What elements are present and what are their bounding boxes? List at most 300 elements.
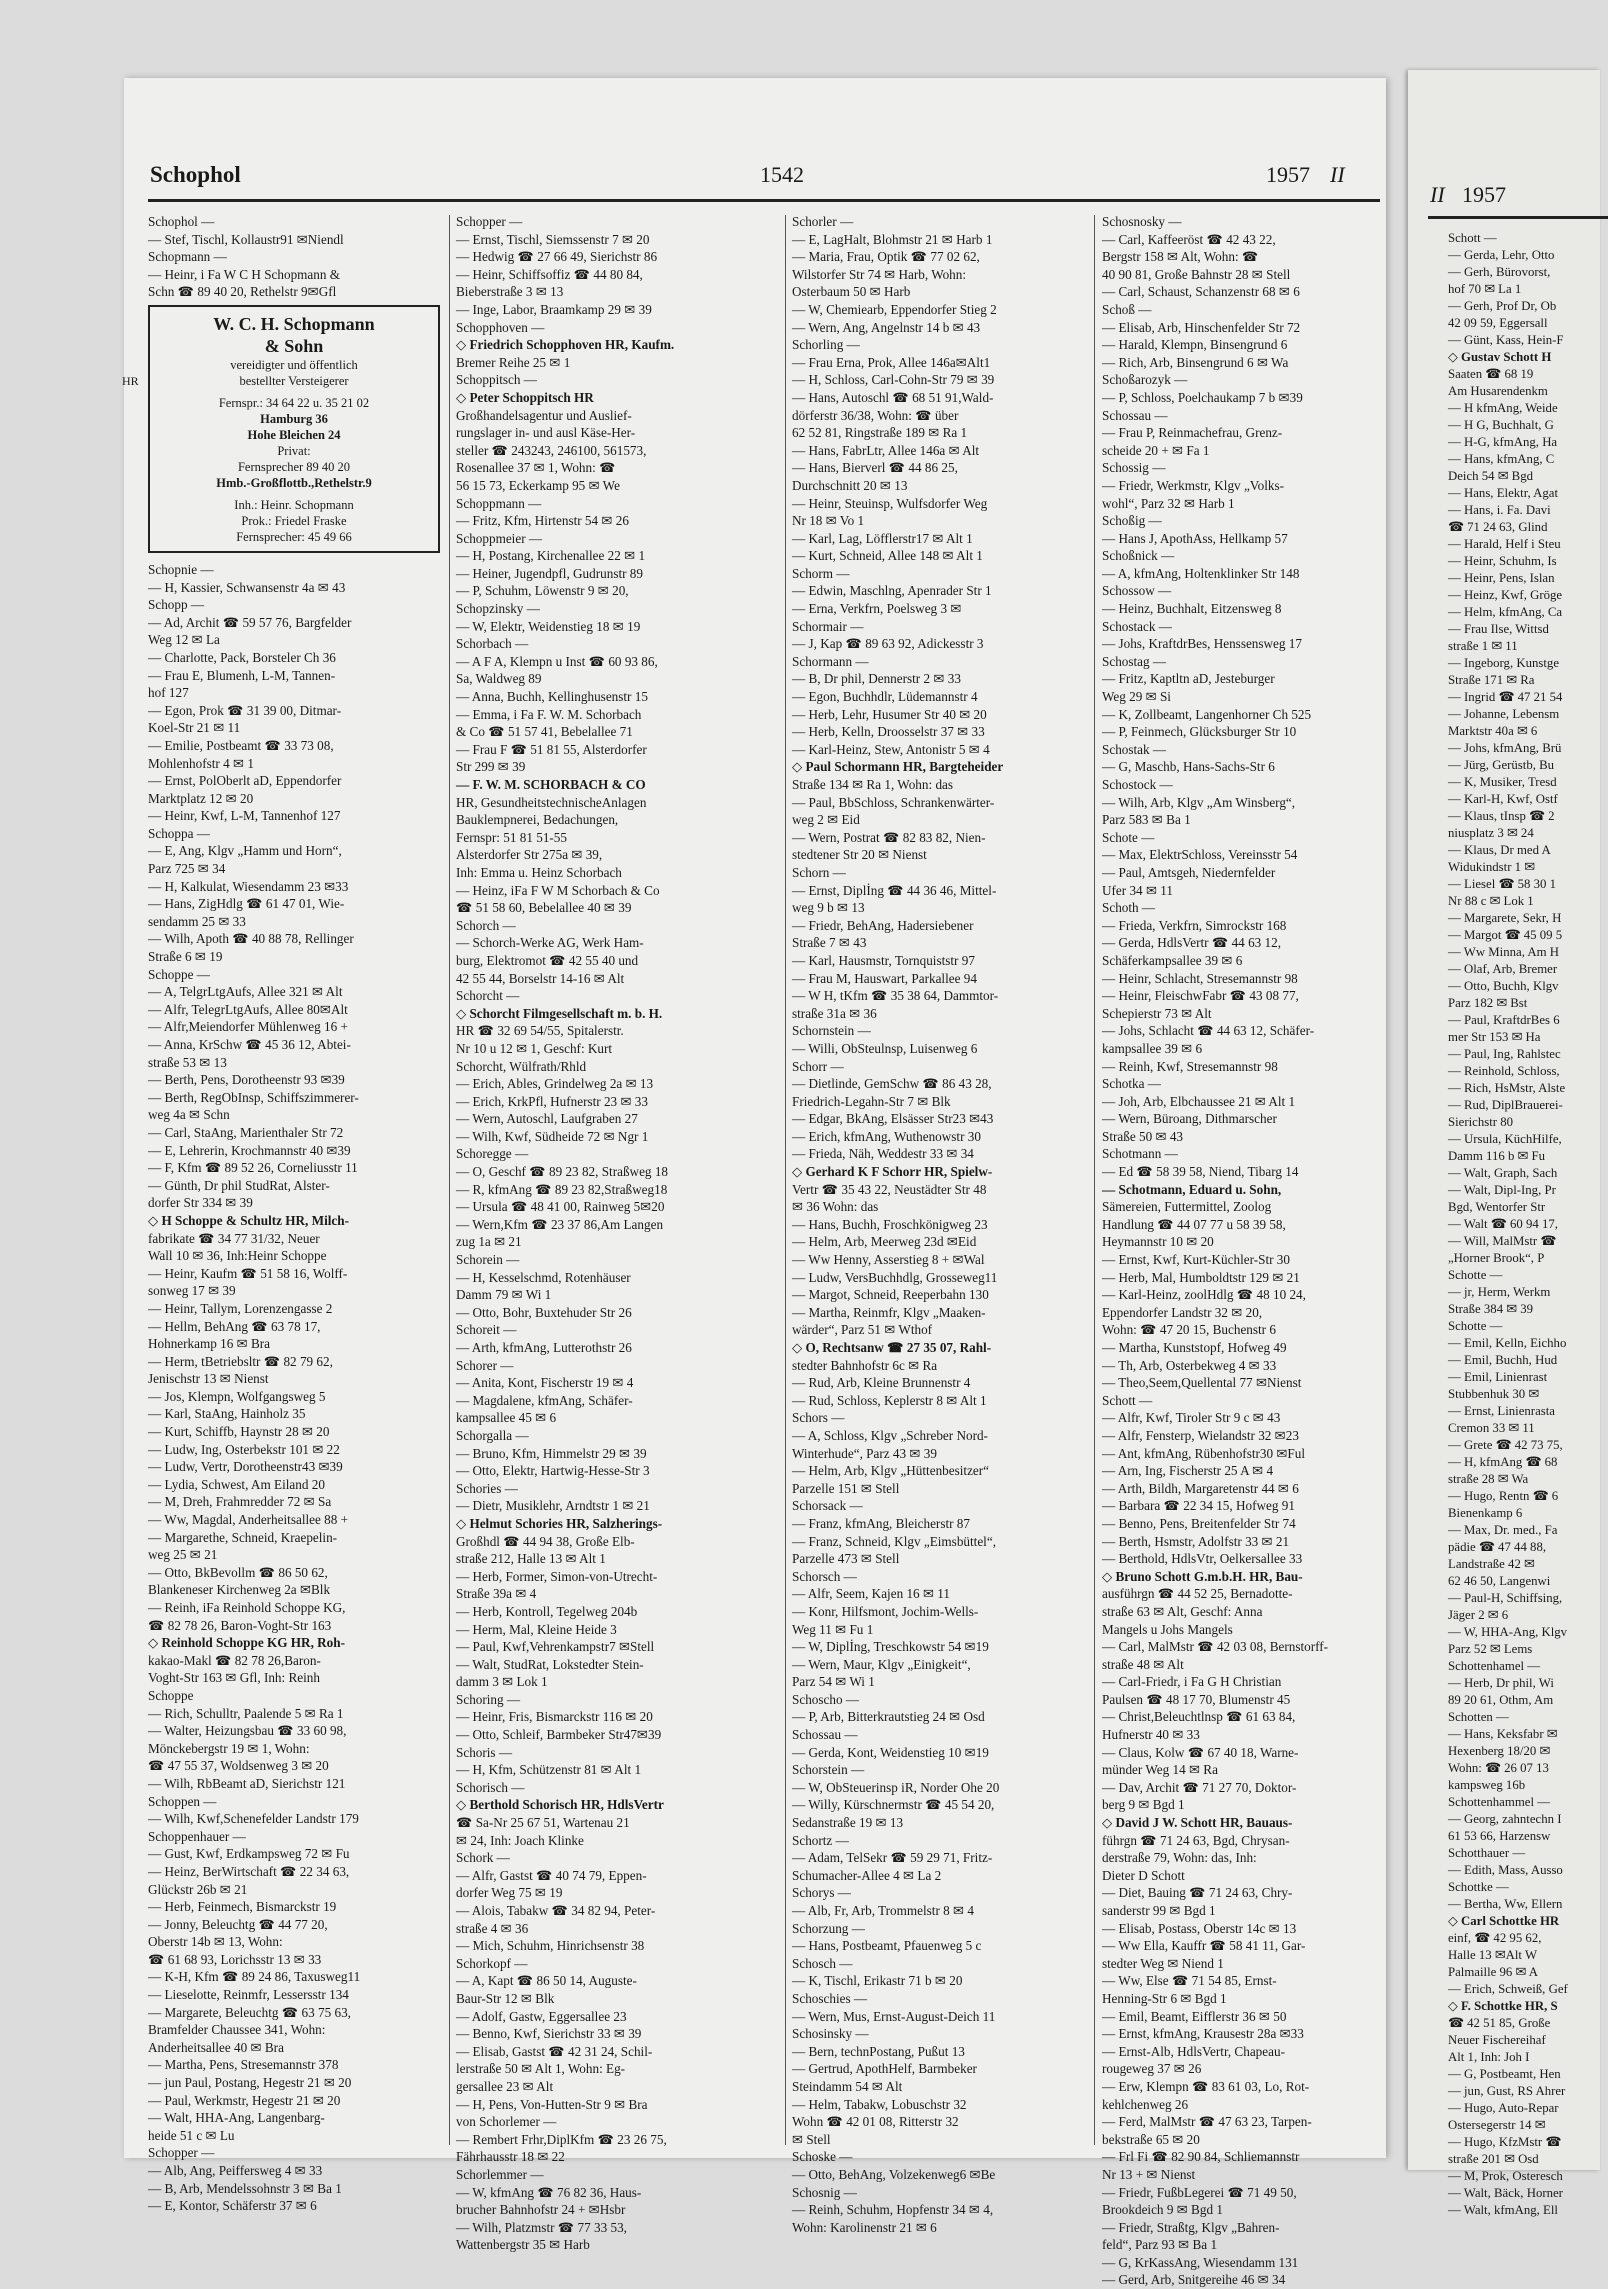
surname-heading: Schosch — xyxy=(792,1955,853,1971)
directory-entry: Marktplatz 12 ✉ 20 xyxy=(148,790,254,806)
directory-entry: wohl“, Parz 32 ✉ Harb 1 xyxy=(1102,495,1235,511)
surname-heading: Schosinsky — xyxy=(792,2026,869,2042)
directory-entry: — Ernst, Tischl, Siemssenstr 7 ✉ 20 xyxy=(456,231,650,247)
directory-entry: Steindamm 54 ✉ Alt xyxy=(792,2078,903,2094)
directory-entry: — Otto, Buchh, Klgv xyxy=(1448,979,1559,993)
directory-entry: — Helm, Arb, Klgv „Hüttenbesitzer“ xyxy=(792,1463,990,1479)
directory-entry: — Hellm, BehAng ☎ 63 78 17, xyxy=(148,1318,321,1334)
directory-entry: — Hans, ZigHdlg ☎ 61 47 01, Wie- xyxy=(148,896,345,912)
surname-heading: Schoppe — xyxy=(148,966,210,982)
directory-entry: — Frieda, Näh, Weddestr 33 ✉ 34 xyxy=(792,1146,974,1162)
surname-heading: Schoring — xyxy=(456,1691,521,1707)
directory-entry: — Walt, kfmAng, Ell xyxy=(1448,2203,1558,2217)
directory-entry: — Hans, Postbeamt, Pfauenweg 5 c xyxy=(792,1938,982,1954)
directory-entry: — Joh, Arb, Elbchaussee 21 ✉ Alt 1 xyxy=(1102,1093,1296,1109)
directory-entry: — Ludw, Ing, Osterbekstr 101 ✉ 22 xyxy=(148,1441,340,1457)
directory-entry: — A, Schloss, Klgv „Schreber Nord- xyxy=(792,1427,988,1443)
directory-entry: — Johanne, Lebensm xyxy=(1448,707,1560,721)
directory-entry: Sämereien, Futtermittel, Zoolog xyxy=(1102,1199,1272,1215)
directory-entry: — Günth, Dr phil StudRat, Alster- xyxy=(148,1177,330,1193)
directory-entry: — Carl, MalMstr ☎ 42 03 08, Bernstorff- xyxy=(1102,1639,1329,1655)
directory-entry: — Emilie, Postbeamt ☎ 33 73 08, xyxy=(148,737,334,753)
directory-entry: — Ursula ☎ 48 41 00, Rainweg 5✉20 xyxy=(456,1199,665,1215)
surname-heading: Schorch — xyxy=(456,917,516,933)
ad-street: Hohe Bleichen 24 xyxy=(247,427,341,442)
directory-entry: Bauklempnerei, Bedachungen, xyxy=(456,812,619,828)
directory-entry: — Dav, Archit ☎ 71 27 70, Doktor- xyxy=(1102,1779,1297,1795)
directory-entry: — Wilh, Kwf,Schenefelder Landstr 179 xyxy=(148,1811,359,1827)
directory-entry: — Ww Minna, Am H xyxy=(1448,945,1560,959)
directory-entry: — Carl-Friedr, i Fa G H Christian xyxy=(1102,1674,1282,1690)
directory-entry: — Konr, Hilfsmont, Jochim-Wells- xyxy=(792,1603,979,1619)
directory-entry: — G, Maschb, Hans-Sachs-Str 6 xyxy=(1102,759,1275,775)
directory-entry: — Frau Ilse, Wittsd xyxy=(1448,622,1549,636)
directory-entry: Straße 171 ✉ Ra xyxy=(1448,673,1535,687)
directory-entry: — Liesel ☎ 58 30 1 xyxy=(1448,877,1556,891)
directory-entry: — Gerda, Kont, Weidenstieg 10 ✉19 xyxy=(792,1744,989,1760)
directory-entry: — Margot ☎ 45 09 5 xyxy=(1448,928,1563,942)
directory-entry: — Walt, Dipl-Ing, Pr xyxy=(1448,1183,1556,1197)
directory-entry: — Reinh, Kwf, Stresemannstr 98 xyxy=(1102,1058,1278,1074)
directory-page xyxy=(122,78,1386,2288)
directory-entry: — Gerh, Bürovorst, xyxy=(1448,265,1551,279)
directory-entry: — Ludw, Vertr, Dorotheenstr43 ✉39 xyxy=(148,1459,343,1475)
directory-entry: Fährhausstr 18 ✉ 22 xyxy=(456,2149,565,2165)
surname-heading: Schortz — xyxy=(792,1832,849,1848)
directory-entry: — Elisab, Postass, Oberstr 14c ✉ 13 xyxy=(1102,1920,1297,1936)
directory-entry: Weg 29 ✉ Si xyxy=(1102,689,1171,705)
surname-heading: Schoris — xyxy=(456,1744,513,1760)
directory-entry: — Carl, Schaust, Schanzenstr 68 ✉ 6 xyxy=(1102,284,1300,300)
directory-entry: Straße 50 ✉ 43 xyxy=(1102,1128,1184,1144)
directory-entry: — K-H, Kfm ☎ 89 24 86, Taxusweg11 xyxy=(148,1969,361,1985)
surname-heading: Schoppenhauer — xyxy=(148,1828,246,1844)
directory-entry: — E, LagHalt, Blohmstr 21 ✉ Harb 1 xyxy=(792,231,993,247)
directory-entry: — Johs, KraftdrBes, Henssensweg 17 xyxy=(1102,636,1302,652)
directory-entry: pädie ☎ 47 44 88, xyxy=(1448,1540,1547,1554)
directory-entry: straße 48 ✉ Alt xyxy=(1102,1656,1184,1672)
directory-entry: — Franz, Schneid, Klgv „Eimsbüttel“, xyxy=(792,1533,997,1549)
directory-entry: Großhdl ☎ 44 94 38, Große Elb- xyxy=(456,1533,635,1549)
directory-entry: — Gerda, HdlsVertr ☎ 44 63 12, xyxy=(1102,935,1282,951)
directory-entry: — Dietlinde, GemSchw ☎ 86 43 28, xyxy=(792,1076,992,1092)
column-1 xyxy=(148,213,444,2214)
directory-entry: — Georg, zahntechn I xyxy=(1448,1812,1562,1826)
directory-entry: — W, Elektr, Weidenstieg 18 ✉ 19 xyxy=(456,618,641,634)
directory-entry: — Alfr, Fensterp, Wielandstr 32 ✉23 xyxy=(1102,1427,1299,1443)
directory-entry: — Walt, Graph, Sach xyxy=(1448,1166,1558,1180)
surname-heading: Schosnosky — xyxy=(1102,214,1182,229)
adjacent-column xyxy=(1448,230,1608,2220)
directory-entry: — K, Musiker, Tresd xyxy=(1448,775,1557,789)
surname-heading: Schoppen — xyxy=(148,1793,217,1809)
directory-entry: — Wern, Autoschl, Laufgraben 27 xyxy=(456,1111,638,1127)
directory-entry: — H, Kalkulat, Wiesendamm 23 ✉33 xyxy=(148,878,349,894)
directory-entry: — Erna, Verkfrn, Poelsweg 3 ✉ xyxy=(792,601,962,617)
directory-entry: — Heinr, Schiffsoffiz ☎ 44 80 84, xyxy=(456,266,643,282)
directory-entry: — Erich, KrkPfl, Hufnerstr 23 ✉ 33 xyxy=(456,1093,648,1109)
directory-entry: — Ingrid ☎ 47 21 54 xyxy=(1448,690,1563,704)
directory-entry: — Rud, Arb, Kleine Brunnenstr 4 xyxy=(792,1375,971,1391)
directory-entry: Hexenberg 18/20 ✉ xyxy=(1448,1744,1551,1758)
directory-entry: mer Str 153 ✉ Ha xyxy=(1448,1030,1541,1044)
directory-entry: zug 1a ✉ 21 xyxy=(456,1234,522,1250)
ad-line: Inh.: Heinr. Schopmann xyxy=(234,497,354,512)
directory-entry: — J, Kap ☎ 89 63 92, Adickesstr 3 xyxy=(792,636,984,652)
surname-heading: Schottenhammel — xyxy=(1448,1795,1551,1809)
directory-entry: Mangels u Johs Mangels xyxy=(1102,1621,1233,1637)
directory-entry: — Wilh, Platzmstr ☎ 77 33 53, xyxy=(456,2219,627,2235)
directory-entry: ◇ F. Schottke HR, S xyxy=(1448,1999,1558,2013)
directory-entry: — Hugo, Auto-Repar xyxy=(1448,2101,1559,2115)
surname-heading: Schotte — xyxy=(1448,1268,1503,1282)
directory-entry: Osterbaum 50 ✉ Harb xyxy=(792,284,911,300)
directory-entry: — Harald, Klempn, Binsengrund 6 xyxy=(1102,337,1288,353)
directory-entry: 61 53 66, Harzensw xyxy=(1448,1829,1551,1843)
directory-entry: — Wilh, RbBeamt aD, Sierichstr 121 xyxy=(148,1775,346,1791)
directory-entry: Dieter D Schott xyxy=(1102,1867,1185,1883)
surname-heading: Schossow — xyxy=(1102,583,1172,599)
directory-entry: — Otto, Bohr, Buxtehuder Str 26 xyxy=(456,1304,632,1320)
directory-entry: — Heinr, Schuhm, Is xyxy=(1448,554,1557,568)
directory-entry: Friedrich-Legahn-Str 7 ✉ Blk xyxy=(792,1093,951,1109)
directory-entry: Parz 54 ✉ Wi 1 xyxy=(792,1674,875,1690)
directory-entry: — Heinz, Kwf, Gröge xyxy=(1448,588,1563,602)
directory-entry: — Edwin, Maschlng, Apenrader Str 1 xyxy=(792,583,992,599)
surname-heading: Schossig — xyxy=(1102,460,1166,476)
directory-entry: ☎ 82 78 26, Baron-Voght-Str 163 xyxy=(148,1617,332,1633)
directory-entry: Durchschnitt 20 ✉ 13 xyxy=(792,477,908,493)
directory-entry: — Gerda, Lehr, Otto xyxy=(1448,248,1555,262)
directory-entry: ✉ 36 Wohn: das xyxy=(792,1199,879,1215)
directory-entry: derstraße 79, Wohn: das, Inh: xyxy=(1102,1850,1257,1866)
directory-entry: — Reinhold, Schloss, xyxy=(1448,1064,1560,1078)
directory-entry: — Walt, StudRat, Lokstedter Stein- xyxy=(456,1656,644,1672)
directory-entry: sendamm 25 ✉ 33 xyxy=(148,913,246,929)
directory-entry: Baur-Str 12 ✉ Blk xyxy=(456,1990,555,2006)
surname-heading: Schoreit — xyxy=(456,1322,517,1338)
directory-entry: Bremer Reihe 25 ✉ 1 xyxy=(456,354,571,370)
directory-entry: Schäferkampsallee 39 ✉ 6 xyxy=(1102,952,1243,968)
directory-entry: Parzelle 473 ✉ Stell xyxy=(792,1551,900,1567)
directory-entry: 89 20 61, Othm, Am xyxy=(1448,1693,1554,1707)
directory-entry: — Ww Ella, Kauffr ☎ 58 41 11, Gar- xyxy=(1102,1938,1306,1954)
directory-entry: — Kurt, Schneid, Allee 148 ✉ Alt 1 xyxy=(792,548,983,564)
directory-entry: Damm 116 b ✉ Fu xyxy=(1448,1149,1545,1163)
directory-entry: — E, Kontor, Schäferstr 37 ✉ 6 xyxy=(148,2198,317,2214)
running-head-year: 1957 xyxy=(1266,162,1310,187)
directory-entry: Alsterdorfer Str 275a ✉ 39, xyxy=(456,847,603,863)
directory-entry: — Elisab, Arb, Hinschenfelder Str 72 xyxy=(1102,319,1301,335)
directory-entry: — Herb, Former, Simon-von-Utrecht- xyxy=(456,1568,658,1584)
surname-heading: Schories — xyxy=(456,1480,518,1496)
directory-entry: — Emil, Buchh, Hud xyxy=(1448,1353,1558,1367)
directory-entry: — Frl Fi ☎ 82 90 84, Schliemannstr xyxy=(1102,2149,1300,2165)
directory-entry: — Inge, Labor, Braamkamp 29 ✉ 39 xyxy=(456,301,652,317)
directory-entry: — Margarete, Beleuchtg ☎ 63 75 63, xyxy=(148,2004,351,2020)
surname-heading: Schormann — xyxy=(792,653,869,669)
directory-entry: — Alfr,Meiendorfer Mühlenweg 16 + xyxy=(148,1019,348,1035)
directory-entry: — Otto, BkBevollm ☎ 86 50 62, xyxy=(148,1564,328,1580)
directory-entry: — Karl-H, Kwf, Ostf xyxy=(1448,792,1558,806)
directory-entry: Alt 1, Inh: Joh I xyxy=(1448,2050,1530,2064)
directory-entry: — Ernst, Kwf, Kurt-Küchler-Str 30 xyxy=(1102,1252,1290,1268)
directory-entry: Schepierstr 73 ✉ Alt xyxy=(1102,1005,1212,1021)
surname-heading: Schoske — xyxy=(792,2149,853,2165)
directory-entry: — Ww, Magdal, Anderheitsallee 88 + xyxy=(148,1512,349,1528)
directory-entry: — Johs, Schlacht ☎ 44 63 12, Schäfer- xyxy=(1102,1023,1315,1039)
directory-entry: — Grete ☎ 42 73 75, xyxy=(1448,1438,1563,1452)
directory-entry: Weg 12 ✉ La xyxy=(148,632,220,648)
directory-entry: — E, Lehrerin, Krochmannstr 40 ✉39 xyxy=(148,1142,351,1158)
ad-line: bestellter Versteigerer xyxy=(239,373,349,388)
directory-entry: — Fritz, Kaptltn aD, Jesteburger xyxy=(1102,671,1275,687)
column-2 xyxy=(456,213,782,2253)
directory-entry: — Hans, Autoschl ☎ 68 51 91,Wald- xyxy=(792,389,994,405)
directory-entry: 62 52 81, Ringstraße 189 ✉ Ra 1 xyxy=(792,425,968,441)
directory-entry: Deich 54 ✉ Bgd xyxy=(1448,469,1534,483)
directory-entry: Eppendorfer Landstr 32 ✉ 20, xyxy=(1102,1304,1263,1320)
surname-heading: Schopphoven — xyxy=(456,319,545,335)
adjacent-year: 1957 xyxy=(1462,182,1506,207)
directory-entry: — Ww Henny, Asserstieg 8 + ✉Wal xyxy=(792,1252,985,1268)
surname-heading: Schopzinsky — xyxy=(456,601,540,617)
directory-entry: — Heinr, i Fa W C H Schopmann & xyxy=(148,266,341,282)
directory-entry: — Ernst, PolOberlt aD, Eppendorfer xyxy=(148,773,342,789)
directory-entry: — Hans, kfmAng, C xyxy=(1448,452,1555,466)
directory-entry: — Schotmann, Eduard u. Sohn, xyxy=(1102,1181,1282,1197)
directory-entry: hof 70 ✉ La 1 xyxy=(1448,282,1522,296)
directory-entry: — H, kfmAng ☎ 68 xyxy=(1448,1455,1558,1469)
directory-entry: feld“, Parz 93 ✉ Ba 1 xyxy=(1102,2237,1218,2253)
directory-entry: — Benno, Kwf, Sierichstr 33 ✉ 39 xyxy=(456,2026,642,2042)
surname-heading: Schosnig — xyxy=(792,2184,857,2200)
directory-entry: Stubbenhuk 30 ✉ xyxy=(1448,1387,1540,1401)
directory-entry: — Gerh, Prof Dr, Ob xyxy=(1448,299,1557,313)
directory-entry: — Paul-H, Schiffsing, xyxy=(1448,1591,1563,1605)
directory-entry: — Benno, Pens, Breitenfelder Str 74 xyxy=(1102,1515,1296,1531)
directory-entry: — Kurt, Schiffb, Haynstr 28 ✉ 20 xyxy=(148,1424,330,1440)
directory-entry: Mohlenhofstr 4 ✉ 1 xyxy=(148,755,254,771)
directory-entry: — Will, MalMstr ☎ xyxy=(1448,1234,1557,1248)
directory-entry: HR ☎ 32 69 54/55, Spitalerstr. xyxy=(456,1023,624,1039)
surname-heading: Schott — xyxy=(1102,1392,1153,1408)
directory-entry: — H, Kesselschmd, Rotenhäuser xyxy=(456,1269,631,1285)
directory-entry: Parz 182 ✉ Bst xyxy=(1448,996,1528,1010)
directory-entry: Parz 583 ✉ Ba 1 xyxy=(1102,812,1191,828)
directory-entry: — Hugo, Rentn ☎ 6 xyxy=(1448,1489,1559,1503)
directory-entry: hof 127 xyxy=(148,685,189,701)
directory-entry: ausführgn ☎ 44 52 25, Bernadotte- xyxy=(1102,1586,1293,1602)
directory-entry: — Schorch-Werke AG, Werk Ham- xyxy=(456,935,644,951)
directory-entry: Wall 10 ✉ 36, Inh:Heinr Schoppe xyxy=(148,1248,327,1264)
directory-entry: — Alfr, Gastst ☎ 40 74 79, Eppen- xyxy=(456,1867,647,1883)
directory-entry: — Hans, Keksfabr ✉ xyxy=(1448,1727,1558,1741)
directory-entry: — Emma, i Fa F. W. M. Schorbach xyxy=(456,706,642,722)
surname-heading: von Schorlemer — xyxy=(456,2114,557,2130)
directory-entry: straße 201 ✉ Osd xyxy=(1448,2152,1539,2166)
directory-entry: scheide 20 + ✉ Fa 1 xyxy=(1102,442,1210,458)
directory-entry: — K, Zollbeamt, Langenhorner Ch 525 xyxy=(1102,706,1312,722)
directory-entry: — Berth, Pens, Dorotheenstr 93 ✉39 xyxy=(148,1072,345,1088)
ad-title-2: & Sohn xyxy=(264,335,324,356)
directory-entry: Brookdeich 9 ✉ Bgd 1 xyxy=(1102,2202,1223,2218)
directory-entry: — B, Dr phil, Dennerstr 2 ✉ 33 xyxy=(792,671,961,687)
directory-entry: Vertr ☎ 35 43 22, Neustädter Str 48 xyxy=(792,1181,987,1197)
surname-heading: Schorler — xyxy=(792,214,854,229)
directory-entry: Fernspr: 51 81 51-55 xyxy=(456,829,567,845)
directory-entry: Bramfelder Chaussee 341, Wohn: xyxy=(148,2022,326,2038)
directory-entry: — M, Dreh, Frahmredder 72 ✉ Sa xyxy=(148,1494,332,1510)
directory-entry: — Ursula, KüchHilfe, xyxy=(1448,1132,1562,1146)
ad-line: Prok.: Friedel Fraske xyxy=(241,513,347,528)
directory-entry: — Walt ☎ 60 94 17, xyxy=(1448,1217,1558,1231)
column-3 xyxy=(792,213,1092,2235)
directory-entry: — Helm, Arb, Meerweg 23d ✉Eid xyxy=(792,1234,977,1250)
directory-entry: — Rud, DiplBrauerei- xyxy=(1448,1098,1563,1112)
directory-entry: — Dietr, Musiklehr, Arndtstr 1 ✉ 21 xyxy=(456,1498,650,1514)
directory-entry: — Willy, Kürschnermstr ☎ 45 54 20, xyxy=(792,1797,995,1813)
surname-heading: Schoregge — xyxy=(456,1146,529,1162)
directory-entry: — Erich, Schweiß, Gef xyxy=(1448,1982,1568,1996)
surname-heading: Schorsack — xyxy=(792,1498,863,1514)
directory-entry: — jr, Herm, Werkm xyxy=(1448,1285,1551,1299)
directory-entry: — Ernst, kfmAng, Krausestr 28a ✉33 xyxy=(1102,2026,1304,2042)
directory-entry: — H, Kfm, Schützenstr 81 ✉ Alt 1 xyxy=(456,1762,642,1778)
directory-entry: — P, Feinmech, Glücksburger Str 10 xyxy=(1102,724,1297,740)
directory-entry: — Willi, ObSteulnsp, Luisenweg 6 xyxy=(792,1040,978,1056)
directory-entry: Weg 11 ✉ Fu 1 xyxy=(792,1621,874,1637)
ad-title-1: W. C. H. Schopmann xyxy=(213,313,375,334)
directory-entry: — A, Kapt ☎ 86 50 14, Auguste- xyxy=(456,1973,637,1989)
directory-entry: — Ad, Archit ☎ 59 57 76, Bargfelder xyxy=(148,614,352,630)
surname-heading: Schork — xyxy=(456,1850,510,1866)
directory-entry: Schn ☎ 89 40 20, Rethelstr 9✉Gfl xyxy=(148,284,337,300)
directory-entry: HR, GesundheitstechnischeAnlagen xyxy=(456,794,647,810)
directory-entry: Palmaille 96 ✉ A xyxy=(1448,1965,1538,1979)
directory-entry: — Herb, Mal, Humboldtstr 129 ✉ 21 xyxy=(1102,1269,1300,1285)
directory-entry: — Klaus, tInsp ☎ 2 xyxy=(1448,809,1555,823)
surname-heading: Schoppmeier — xyxy=(456,530,543,546)
directory-entry: — Edith, Mass, Ausso xyxy=(1448,1863,1563,1877)
directory-entry: heide 51 c ✉ Lu xyxy=(148,2127,235,2143)
directory-entry: — Walt, HHA-Ang, Langenbarg- xyxy=(148,2110,325,2126)
directory-entry: — Gerd, Arb, Snitgereihe 46 ✉ 34 xyxy=(1102,2272,1286,2288)
directory-entry: — Friedr, Werkmstr, Klgv „Volks- xyxy=(1102,477,1285,493)
directory-entry: Am Husarendenkm xyxy=(1448,384,1548,398)
surname-heading: Schorgalla — xyxy=(456,1427,529,1443)
directory-entry: Halle 13 ✉Alt W xyxy=(1448,1948,1538,1962)
directory-entry: — O, Geschf ☎ 89 23 82, Straßweg 18 xyxy=(456,1164,669,1180)
directory-entry: „Horner Brook“, P xyxy=(1448,1251,1545,1265)
directory-entry: — Herb, Lehr, Husumer Str 40 ✉ 20 xyxy=(792,706,987,722)
directory-entry: Ostersegerstr 14 ✉ xyxy=(1448,2118,1546,2132)
directory-entry: kampsallee 45 ✉ 6 xyxy=(456,1410,557,1426)
surname-heading: Schoßig — xyxy=(1102,513,1162,529)
directory-entry: — Martha, Kunststopf, Hofweg 49 xyxy=(1102,1340,1287,1355)
directory-entry: — Ingeborg, Kunstge xyxy=(1448,656,1560,670)
directory-entry: ◇ Berthold Schorisch HR, HdlsVertr xyxy=(456,1797,664,1813)
directory-entry: — Heinr, FleischwFabr ☎ 43 08 77, xyxy=(1102,988,1299,1004)
directory-entry: — H G, Buchhalt, G xyxy=(1448,418,1554,432)
directory-entry: Bergstr 158 ✉ Alt, Wohn: ☎ xyxy=(1102,249,1259,265)
directory-entry: — Hugo, KfzMstr ☎ xyxy=(1448,2135,1562,2149)
directory-entry: — W, kfmAng ☎ 76 82 36, Haus- xyxy=(456,2184,642,2200)
directory-entry: — F, Kfm ☎ 89 52 26, Corneliusstr 11 xyxy=(148,1160,358,1176)
directory-entry: ☎ 42 51 85, Große xyxy=(1448,2016,1551,2030)
directory-entry: — Heinr, Schlacht, Stresemannstr 98 xyxy=(1102,970,1298,986)
directory-entry: — Karl-Heinz, zoolHdlg ☎ 48 10 24, xyxy=(1102,1287,1306,1303)
directory-entry: weg 2 ✉ Eid xyxy=(792,812,860,828)
directory-entry: weg 25 ✉ 21 xyxy=(148,1547,218,1563)
directory-entry: ☎ Sa-Nr 25 67 51, Wartenau 21 xyxy=(456,1815,630,1831)
surname-heading: Schorzung — xyxy=(792,1920,865,1936)
ad-line: Fernsprecher: 45 49 66 xyxy=(236,529,352,544)
directory-entry: — Elisab, Gastst ☎ 42 31 24, Schil- xyxy=(456,2043,653,2059)
directory-entry: — Paul, Amtsgeh, Niedernfelder xyxy=(1102,864,1276,880)
surname-heading: Schorcht — xyxy=(456,988,520,1004)
directory-entry: — Herm, Mal, Kleine Heide 3 xyxy=(456,1621,617,1637)
directory-entry: — Ferd, MalMstr ☎ 47 63 23, Tarpen- xyxy=(1102,2114,1312,2130)
directory-entry: Widukindstr 1 ✉ xyxy=(1448,860,1535,874)
directory-entry: Neuer Fischereihaf xyxy=(1448,2033,1546,2047)
running-head-name: Schophol xyxy=(150,162,241,187)
directory-entry: Ufer 34 ✉ 11 xyxy=(1102,882,1173,898)
directory-entry: Straße 384 ✉ 39 xyxy=(1448,1302,1534,1316)
directory-entry: straße 1 ✉ 11 xyxy=(1448,639,1518,653)
directory-entry: — Rud, Schloss, Keplerstr 8 ✉ Alt 1 xyxy=(792,1392,987,1408)
directory-entry: Nr 10 u 12 ✉ 1, Geschf: Kurt xyxy=(456,1040,613,1056)
directory-entry: — Ww, Else ☎ 71 54 85, Ernst- xyxy=(1102,1973,1277,1989)
directory-entry: — Anita, Kont, Fischerstr 19 ✉ 4 xyxy=(456,1375,634,1391)
directory-entry: Inh: Emma u. Heinz Schorbach xyxy=(456,864,622,880)
surname-heading: Schorer — xyxy=(456,1357,514,1373)
directory-entry: — Fritz, Kfm, Hirtenstr 54 ✉ 26 xyxy=(456,513,629,529)
directory-entry: — R, kfmAng ☎ 89 23 82,Straßweg18 xyxy=(456,1181,668,1197)
surname-heading: Schotthauer — xyxy=(1448,1846,1526,1860)
directory-entry: — Frau P, Reinmachefrau, Grenz- xyxy=(1102,425,1283,441)
directory-entry: — Otto, Schleif, Barmbeker Str47✉39 xyxy=(456,1727,662,1743)
directory-entry: ☎ 61 68 93, Lorichsstr 13 ✉ 33 xyxy=(148,1951,322,1967)
directory-entry: — Berth, Hsmstr, Adolfstr 33 ✉ 21 xyxy=(1102,1533,1290,1549)
directory-entry: Straße 7 ✉ 43 xyxy=(792,935,867,951)
directory-entry: — Egon, Prok ☎ 31 39 00, Ditmar- xyxy=(148,702,342,718)
directory-entry: Nr 13 + ✉ Nienst xyxy=(1102,2166,1196,2182)
directory-entry: ✉ Stell xyxy=(792,2131,831,2147)
directory-entry: — H, Pens, Von-Hutten-Str 9 ✉ Bra xyxy=(456,2096,648,2112)
directory-entry: kampsweg 16b xyxy=(1448,1778,1526,1792)
directory-entry: — Frau F ☎ 51 81 55, Alsterdorfer xyxy=(456,741,647,757)
directory-entry: — Rich, Schulltr, Paalende 5 ✉ Ra 1 xyxy=(148,1705,344,1721)
surname-heading: Schorn — xyxy=(792,864,846,880)
directory-entry: — Barbara ☎ 22 34 15, Hofweg 91 xyxy=(1102,1498,1295,1514)
directory-entry: — A F A, Klempn u Inst ☎ 60 93 86, xyxy=(456,653,658,669)
surname-heading: Schottenhamel — xyxy=(1448,1659,1541,1673)
directory-entry: Voght-Str 163 ✉ Gfl, Inh: Reinh xyxy=(148,1670,320,1686)
directory-entry: — Wern, Büroang, Dithmarscher xyxy=(1102,1111,1277,1127)
directory-entry: Nr 18 ✉ Vo 1 xyxy=(792,513,865,529)
surname-heading: Schostock — xyxy=(1102,777,1173,792)
directory-entry: — Johs, kfmAng, Brü xyxy=(1448,741,1562,755)
directory-entry: Sedanstraße 19 ✉ 13 xyxy=(792,1815,904,1831)
directory-entry: — Otto, Elektr, Hartwig-Hesse-Str 3 xyxy=(456,1463,650,1479)
surname-heading: Schophol — xyxy=(148,214,215,229)
surname-heading: Schors — xyxy=(792,1410,845,1426)
directory-entry: — Herb, Kontroll, Tegelweg 204b xyxy=(456,1603,638,1619)
directory-entry: straße 4 ✉ 36 xyxy=(456,1920,529,1936)
directory-entry: sanderstr 99 ✉ Bgd 1 xyxy=(1102,1903,1216,1918)
ad-line: vereidigter und öffentlich xyxy=(230,357,358,372)
